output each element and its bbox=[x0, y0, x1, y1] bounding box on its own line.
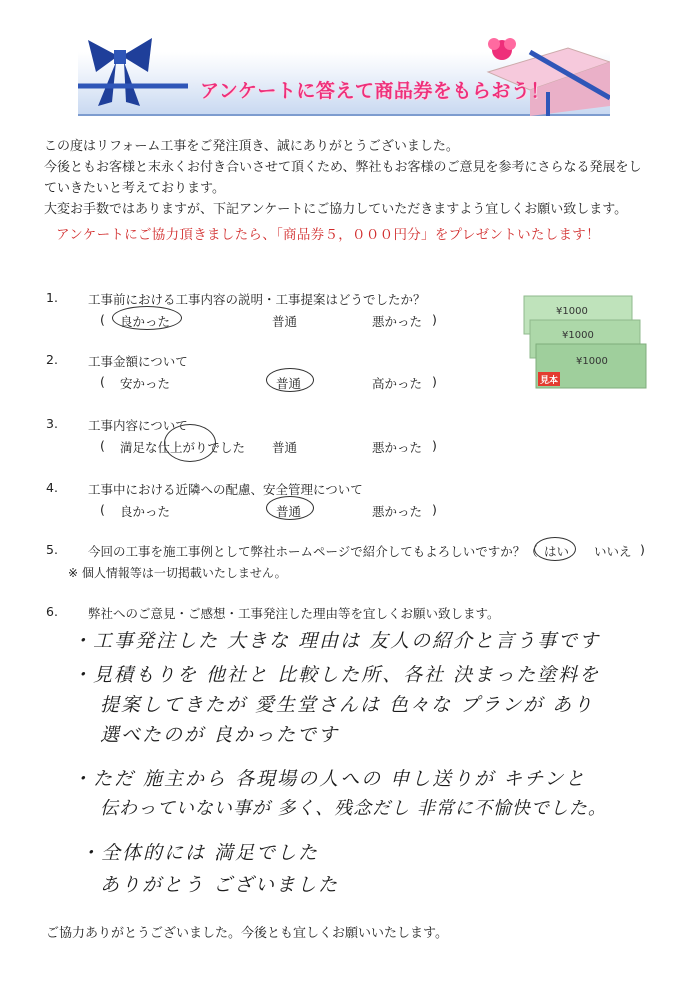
question-text: 工事内容について bbox=[88, 418, 188, 433]
handwritten-line: 選べたのが 良かったです bbox=[100, 724, 340, 746]
campaign-notice: アンケートにご協力頂きましたら、「商品券５，０００円分」をプレゼントいたします！ bbox=[56, 227, 600, 243]
question-number: 2. bbox=[46, 352, 58, 367]
bracket-open: ( bbox=[100, 502, 105, 517]
option-bad[interactable]: 悪かった bbox=[372, 504, 423, 519]
bracket-open: ( bbox=[100, 438, 105, 453]
question-number: 4. bbox=[46, 480, 58, 495]
voucher-amount: ¥1000 bbox=[556, 306, 588, 317]
option-average[interactable]: 普通 bbox=[272, 314, 298, 329]
handwritten-line: ・見積もりを 他社と 比較した所、各社 決まった塗料を bbox=[72, 664, 601, 686]
option-yes[interactable]: はい bbox=[544, 544, 570, 559]
intro-line: ていきたいと考えております。 bbox=[44, 181, 225, 196]
voucher-stamp: 見本 bbox=[540, 376, 559, 386]
question-number: 6. bbox=[46, 604, 58, 619]
option-good[interactable]: 良かった bbox=[120, 314, 171, 329]
bracket-close: ) bbox=[432, 312, 437, 327]
option-bad[interactable]: 悪かった bbox=[372, 440, 423, 455]
header-banner bbox=[78, 32, 610, 112]
selection-circle bbox=[266, 496, 314, 520]
question-number: 1. bbox=[46, 290, 58, 305]
question-number: 3. bbox=[46, 416, 58, 431]
banner-title: アンケートに答えて商品券をもらおう！ bbox=[200, 80, 550, 102]
question-text: 今回の工事を施工事例として弊社ホームページで紹介してもよろしいですか？（ bbox=[88, 544, 538, 559]
bracket-open: ( bbox=[100, 312, 105, 327]
closing-message: ご協力ありがとうございました。今後とも宜しくお願いいたします。 bbox=[46, 926, 448, 941]
voucher-amount: ¥1000 bbox=[576, 356, 608, 367]
bracket-close: ) bbox=[432, 438, 437, 453]
bracket-open: ( bbox=[100, 374, 105, 389]
ribbon-bow-icon bbox=[78, 32, 610, 116]
option-cheap[interactable]: 安かった bbox=[120, 376, 171, 391]
selection-circle bbox=[266, 368, 314, 392]
handwritten-line: ありがとう ございました bbox=[100, 874, 340, 896]
privacy-note: ※ 個人情報等は一切掲載いたしません。 bbox=[68, 566, 287, 580]
intro-line: 今後ともお客様と末永くお付き合いさせて頂くため、弊社もお客様のご意見を参考にさらなる発展をし bbox=[44, 160, 642, 175]
intro-text bbox=[44, 136, 674, 220]
option-average[interactable]: 普通 bbox=[276, 504, 302, 519]
gift-voucher-image bbox=[522, 294, 648, 392]
question-text: 工事中における近隣への配慮、安全管理について bbox=[88, 482, 363, 497]
handwritten-line: ・ただ 施主から 各現場の人への 申し送りが キチンと bbox=[72, 768, 587, 790]
selection-circle bbox=[112, 306, 182, 330]
option-average[interactable]: 普通 bbox=[276, 376, 302, 391]
handwritten-line: 伝わっていない事が 多く、残念だし 非常に不愉快でした。 bbox=[100, 798, 607, 819]
option-average[interactable]: 普通 bbox=[272, 440, 298, 455]
bracket-close: ) bbox=[432, 374, 437, 389]
handwritten-line: ・全体的には 満足でした bbox=[80, 842, 320, 864]
intro-line: この度はリフォーム工事をご発注頂き、誠にありがとうございました。 bbox=[44, 139, 459, 154]
option-expensive[interactable]: 高かった bbox=[372, 376, 423, 391]
bracket-close: ) bbox=[432, 502, 437, 517]
question-text: 工事前における工事内容の説明・工事提案はどうでしたか？ bbox=[88, 292, 426, 307]
question-text: 弊社へのご意見・ご感想・工事発注した理由等を宜しくお願い致します。 bbox=[88, 606, 500, 621]
handwritten-line: ・工事発注した 大きな 理由は 友人の紹介と言う事です bbox=[72, 630, 601, 652]
option-no[interactable]: いいえ bbox=[594, 544, 632, 559]
question-number: 5. bbox=[46, 542, 58, 557]
question-text: 工事金額について bbox=[88, 354, 188, 369]
selection-circle bbox=[534, 537, 576, 561]
handwritten-line: 提案してきたが 愛生堂さんは 色々な プランが あり bbox=[100, 694, 595, 716]
bracket-close: ) bbox=[640, 542, 645, 557]
option-good[interactable]: 良かった bbox=[120, 504, 171, 519]
option-satisfied[interactable]: 満足な仕上がりでした bbox=[120, 440, 246, 455]
intro-line: 大変お手数ではありますが、下記アンケートにご協力していただきますよう宜しくお願い致します。 bbox=[44, 202, 628, 217]
voucher-amount: ¥1000 bbox=[562, 330, 594, 341]
option-bad[interactable]: 悪かった bbox=[372, 314, 423, 329]
selection-circle bbox=[164, 424, 216, 462]
